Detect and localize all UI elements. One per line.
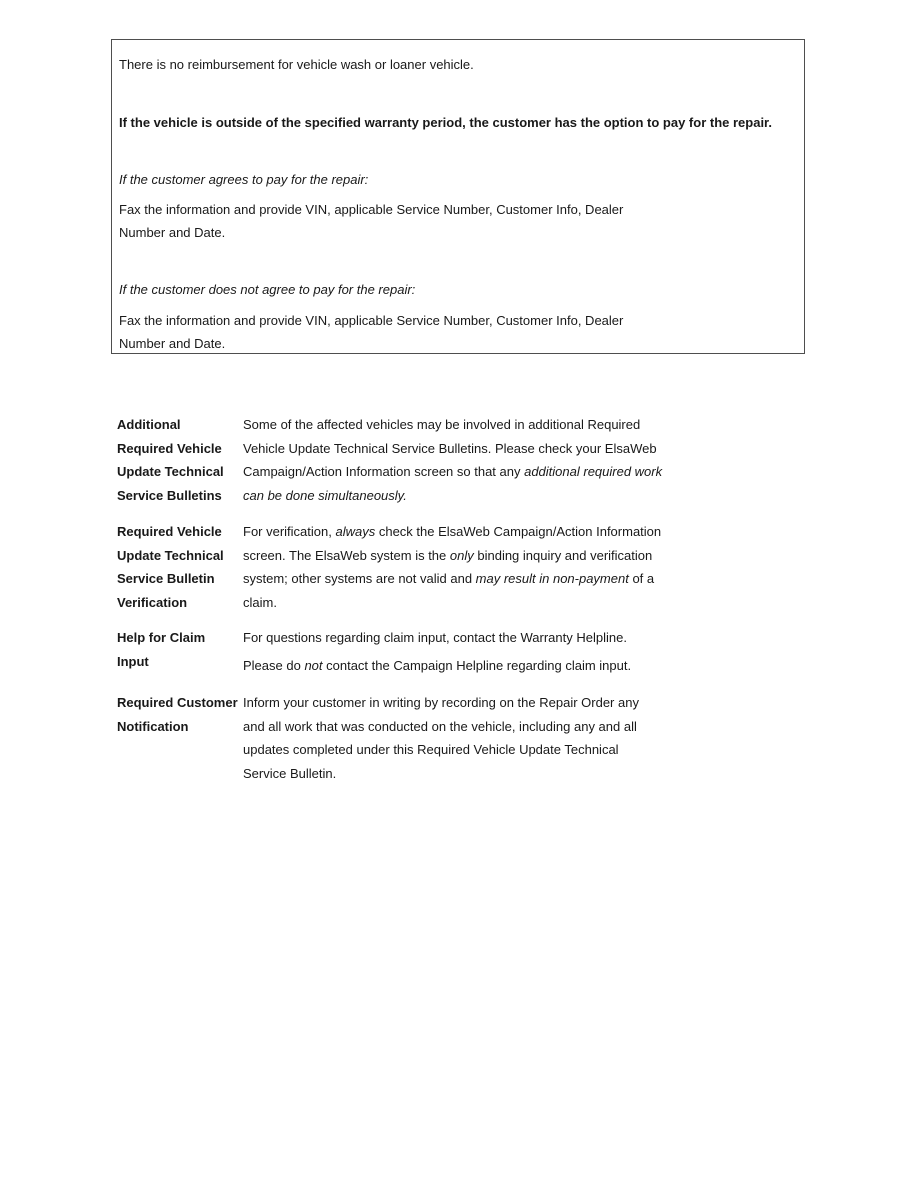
body-line: screen. The ElsaWeb system is the only binding inquiry and verification bbox=[243, 547, 653, 563]
row-heading-line: Service Bulletins bbox=[117, 487, 222, 503]
row-heading bbox=[117, 691, 243, 738]
row-heading bbox=[117, 626, 243, 673]
body-line: can be done simultaneously. bbox=[243, 487, 407, 503]
row-body bbox=[243, 520, 661, 614]
info-row-tsb-verification bbox=[117, 520, 661, 614]
row-body bbox=[243, 691, 639, 785]
row-heading-line: Required Customer bbox=[117, 695, 238, 710]
body-line: Please do not contact the Campaign Helpline regarding claim input. bbox=[243, 657, 632, 673]
row-body bbox=[243, 413, 662, 507]
fax-instruction-line: Fax the information and provide VIN, applicable Service Number, Customer Info, Dealer bbox=[119, 201, 624, 217]
body-line: Vehicle Update Technical Service Bulletins. Please check your ElsaWeb bbox=[243, 440, 657, 456]
body-line: Some of the affected vehicles may be involved in additional Required bbox=[243, 417, 641, 432]
row-heading-line: Additional bbox=[117, 417, 181, 432]
body-line: For verification, always check the ElsaWeb Campaign/Action Information bbox=[243, 524, 662, 539]
row-heading-line: Input bbox=[117, 653, 149, 669]
row-heading-line: Notification bbox=[117, 718, 189, 734]
row-heading-line: Verification bbox=[117, 594, 188, 610]
no-reimbursement-line: There is no reimbursement for vehicle wash or loaner vehicle. bbox=[119, 57, 474, 72]
row-heading bbox=[117, 520, 243, 614]
warranty-option-line: If the vehicle is outside of the specified warranty period, the customer has the option to pay for the repair. bbox=[119, 114, 773, 130]
row-heading-line: Update Technical bbox=[117, 547, 224, 563]
info-row-additional-tsb bbox=[117, 413, 662, 507]
notice-box bbox=[111, 39, 805, 354]
customer-agrees-heading: If the customer agrees to pay for the repair: bbox=[119, 172, 369, 188]
fax-instruction-line: Number and Date. bbox=[119, 336, 226, 352]
row-heading-line: Required Vehicle bbox=[117, 440, 222, 456]
fax-instruction-line: Fax the information and provide VIN, applicable Service Number, Customer Info, Dealer bbox=[119, 312, 624, 328]
fax-instruction-line: Number and Date. bbox=[119, 225, 226, 241]
body-line: For questions regarding claim input, contact the Warranty Helpline. bbox=[243, 630, 627, 645]
body-line: Inform your customer in writing by recording on the Repair Order any bbox=[243, 695, 639, 710]
info-row-help-claim-input bbox=[117, 626, 631, 677]
row-heading-line: Update Technical bbox=[117, 464, 224, 480]
info-row-customer-notification bbox=[117, 691, 639, 785]
body-line: and all work that was conducted on the vehicle, including any and all bbox=[243, 718, 637, 734]
body-line: claim. bbox=[243, 594, 277, 610]
customer-not-agree-instructions bbox=[119, 309, 796, 356]
row-heading-line: Required Vehicle bbox=[117, 524, 222, 539]
row-heading bbox=[117, 413, 243, 507]
customer-not-agree-heading: If the customer does not agree to pay for the repair: bbox=[119, 281, 416, 297]
row-heading-line: Service Bulletin bbox=[117, 571, 215, 587]
body-line: Service Bulletin. bbox=[243, 765, 337, 781]
body-line: updates completed under this Required Vehicle Update Technical bbox=[243, 742, 619, 758]
row-body bbox=[243, 626, 631, 677]
customer-agrees-instructions bbox=[119, 198, 796, 245]
body-line: Campaign/Action Information screen so that any additional required work bbox=[243, 464, 663, 480]
body-line: system; other systems are not valid and may result in non-payment of a bbox=[243, 571, 655, 587]
row-heading-line: Help for Claim bbox=[117, 630, 206, 645]
